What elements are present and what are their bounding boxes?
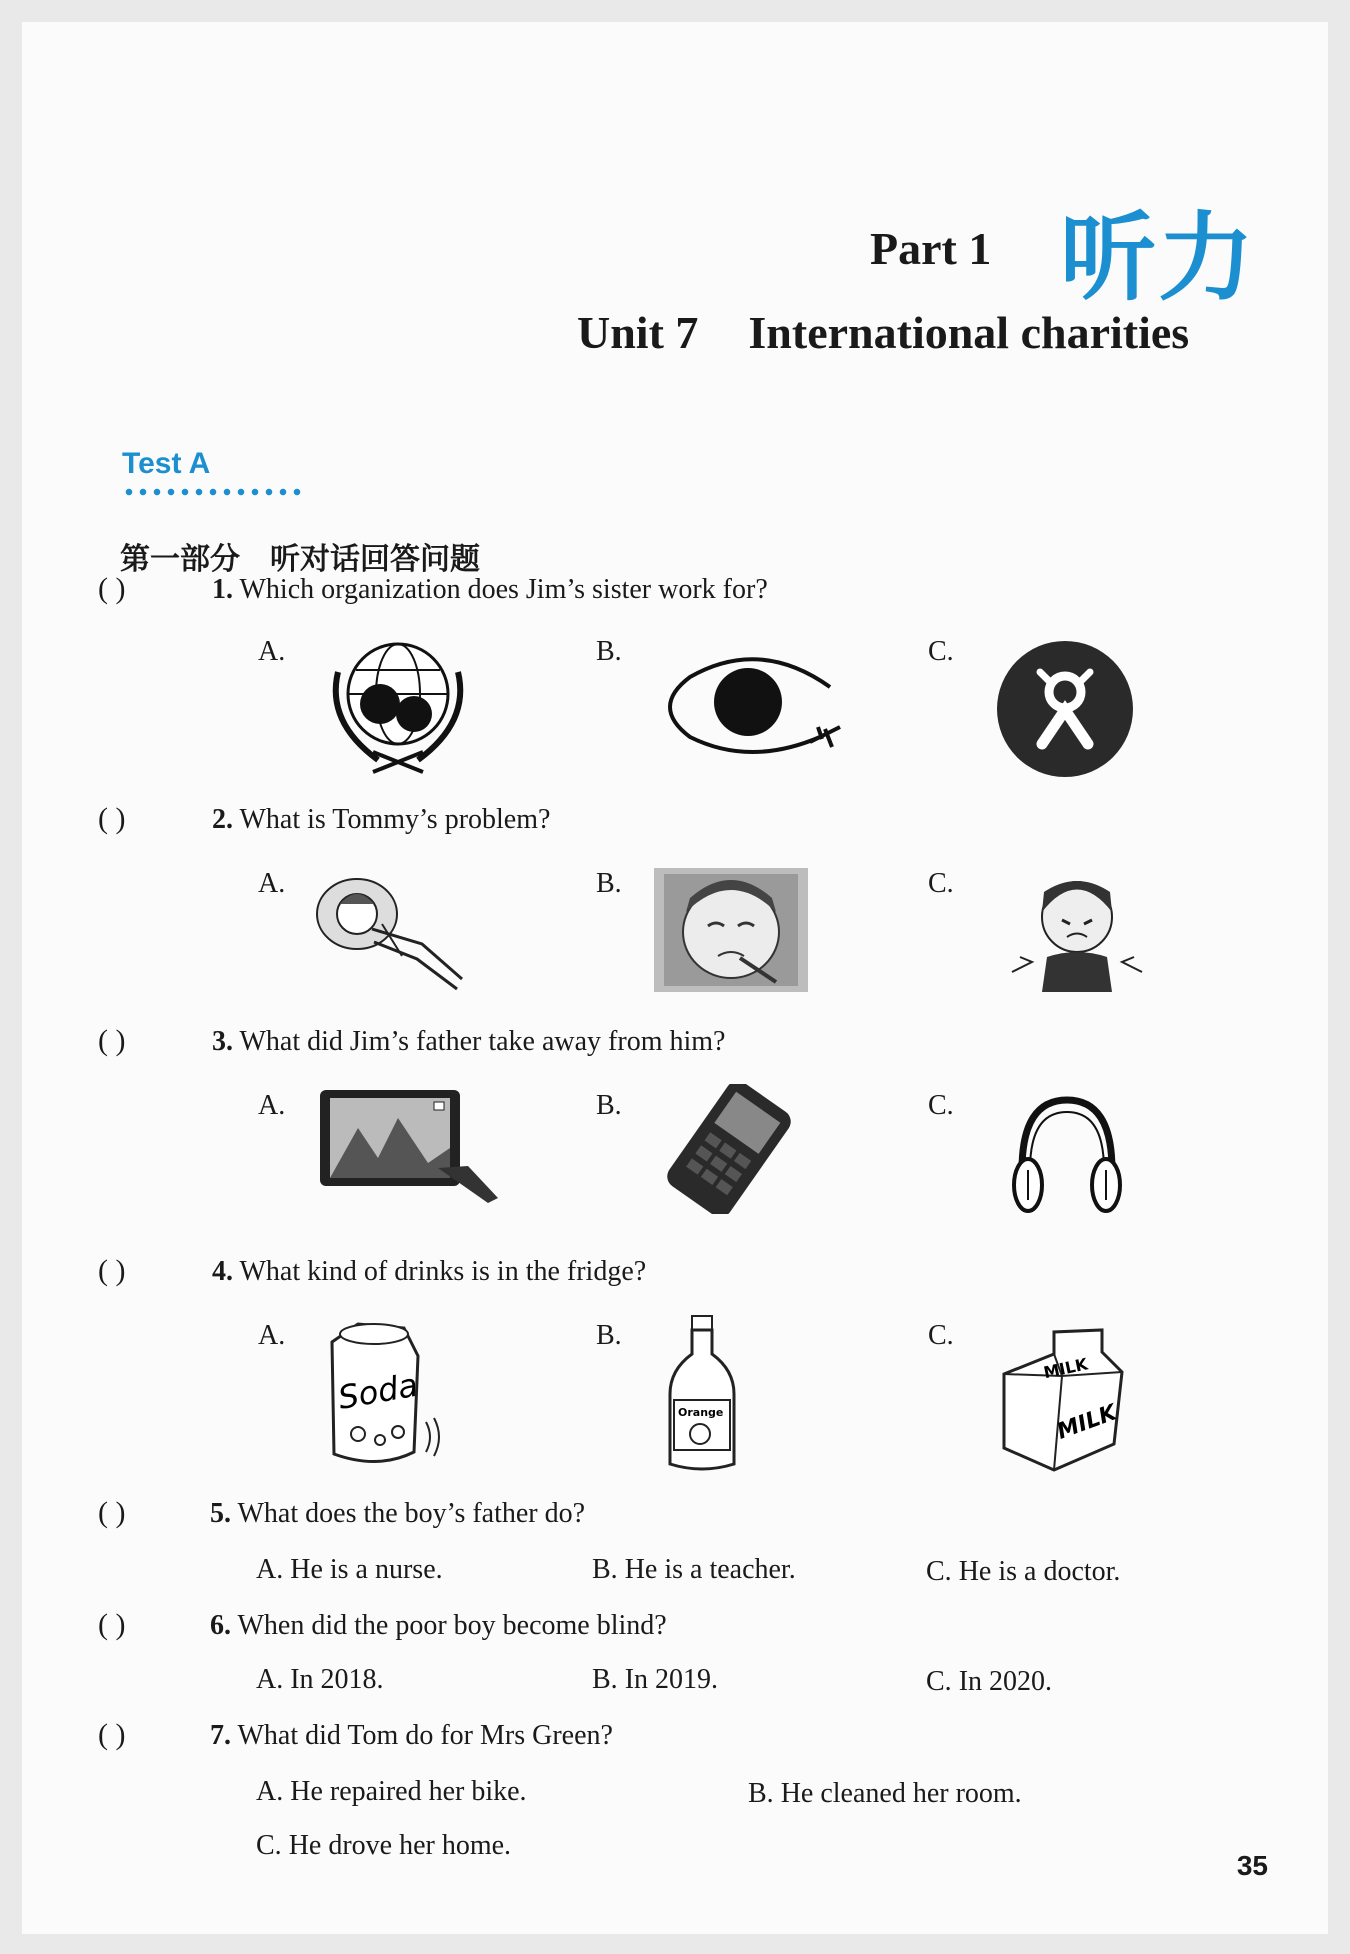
option-text: In 2019. [624, 1664, 719, 1695]
workbook-page [22, 22, 1328, 1934]
option-a[interactable] [256, 1554, 443, 1586]
option-b[interactable] [748, 1778, 1022, 1810]
milk-carton-icon [994, 1322, 1134, 1472]
option-label-a: A. [258, 1320, 286, 1351]
sick-boy-thermometer-icon [654, 868, 808, 992]
question-number: 2. [212, 804, 233, 835]
question-stem: What does the boy’s father do? [237, 1498, 586, 1529]
part-label: Part 1 [870, 223, 992, 274]
option-label-a: A. [258, 636, 286, 667]
option-text: He is a doctor. [958, 1556, 1121, 1587]
option-text: He is a nurse. [290, 1554, 443, 1585]
question-number: 3. [212, 1026, 233, 1057]
question-number: 1. [212, 574, 233, 605]
option-label: A. [256, 1776, 284, 1807]
answer-blank[interactable]: ( ) [98, 572, 126, 605]
question-text [210, 1498, 585, 1530]
question-number: 7. [210, 1720, 231, 1751]
answer-blank[interactable]: ( ) [98, 1024, 126, 1057]
test-label: Test A [122, 447, 211, 480]
option-label-c: C. [928, 1090, 954, 1121]
option-label-a: A. [258, 868, 286, 899]
mobile-phone-icon [654, 1084, 804, 1214]
section-title: 听对话回答问题 [270, 542, 480, 577]
option-c[interactable] [926, 1556, 1120, 1588]
crying-boy-icon [1002, 862, 1152, 1002]
option-text: He is a teacher. [624, 1554, 796, 1585]
option-c[interactable] [256, 1830, 511, 1862]
question-number: 5. [210, 1498, 231, 1529]
option-text: In 2020. [958, 1666, 1053, 1697]
question-stem: When did the poor boy become blind? [237, 1610, 667, 1641]
option-label: B. [592, 1554, 618, 1585]
option-label: C. [926, 1556, 952, 1587]
option-label-a: A. [258, 1090, 286, 1121]
unit-title [577, 306, 1189, 359]
question-stem: Which organization does Jim’s sister work for? [239, 574, 768, 605]
question-stem: What kind of drinks is in the fridge? [239, 1256, 647, 1287]
eye-plane-logo-icon [650, 647, 850, 767]
option-b[interactable] [592, 1554, 796, 1586]
tired-boy-icon [312, 864, 492, 994]
question-text [212, 1256, 646, 1288]
option-c[interactable] [926, 1666, 1052, 1698]
answer-blank[interactable]: ( ) [98, 1718, 126, 1751]
question-text [210, 1720, 613, 1752]
headphones-icon [1002, 1090, 1132, 1220]
option-text: In 2018. [290, 1664, 384, 1695]
answer-blank[interactable]: ( ) [98, 1496, 126, 1529]
option-text: He cleaned her room. [780, 1778, 1022, 1809]
option-label-b: B. [596, 1090, 622, 1121]
option-label: A. [256, 1554, 284, 1585]
question-stem: What did Jim’s father take away from him? [239, 1026, 726, 1057]
orange-label: Orange [678, 1406, 724, 1419]
unit-name: International charities [748, 307, 1190, 358]
option-label-b: B. [596, 636, 622, 667]
oxfam-logo-icon [990, 634, 1140, 784]
question-text [212, 574, 768, 606]
dotted-underline [122, 488, 302, 496]
option-a[interactable] [256, 1664, 384, 1696]
answer-blank[interactable]: ( ) [98, 802, 126, 835]
part-chinese-title: 听力 [1060, 202, 1256, 314]
milk-label-side: MILK [1053, 1400, 1120, 1445]
soda-can-icon [318, 1312, 458, 1472]
question-stem: What is Tommy’s problem? [239, 804, 551, 835]
option-b[interactable] [592, 1664, 718, 1696]
option-a[interactable] [256, 1776, 527, 1808]
question-number: 4. [212, 1256, 233, 1287]
un-emblem-icon [318, 632, 478, 782]
option-label-c: C. [928, 636, 954, 667]
answer-blank[interactable]: ( ) [98, 1608, 126, 1641]
tablet-icon [318, 1088, 502, 1212]
page-number: 35 [1236, 1850, 1268, 1881]
option-text: He drove her home. [288, 1830, 512, 1861]
unit-number: Unit 7 [577, 307, 699, 358]
option-label: B. [748, 1778, 774, 1809]
question-stem: What did Tom do for Mrs Green? [237, 1720, 613, 1751]
option-label-b: B. [596, 868, 622, 899]
option-label: A. [256, 1664, 284, 1695]
option-label-c: C. [928, 1320, 954, 1351]
section-heading [120, 534, 480, 578]
orange-juice-bottle-icon [662, 1314, 742, 1474]
question-number: 6. [210, 1610, 231, 1641]
option-label: C. [926, 1666, 952, 1697]
option-label: C. [256, 1830, 282, 1861]
section-part: 第一部分 [120, 542, 240, 577]
option-label: B. [592, 1664, 618, 1695]
question-text [210, 1610, 667, 1642]
answer-blank[interactable]: ( ) [98, 1254, 126, 1287]
option-label-c: C. [928, 868, 954, 899]
option-text: He repaired her bike. [290, 1776, 527, 1807]
milk-label-top: MILK [1041, 1354, 1090, 1383]
question-text [212, 1026, 725, 1058]
option-label-b: B. [596, 1320, 622, 1351]
soda-label: Soda [335, 1365, 421, 1417]
question-text [212, 804, 550, 836]
